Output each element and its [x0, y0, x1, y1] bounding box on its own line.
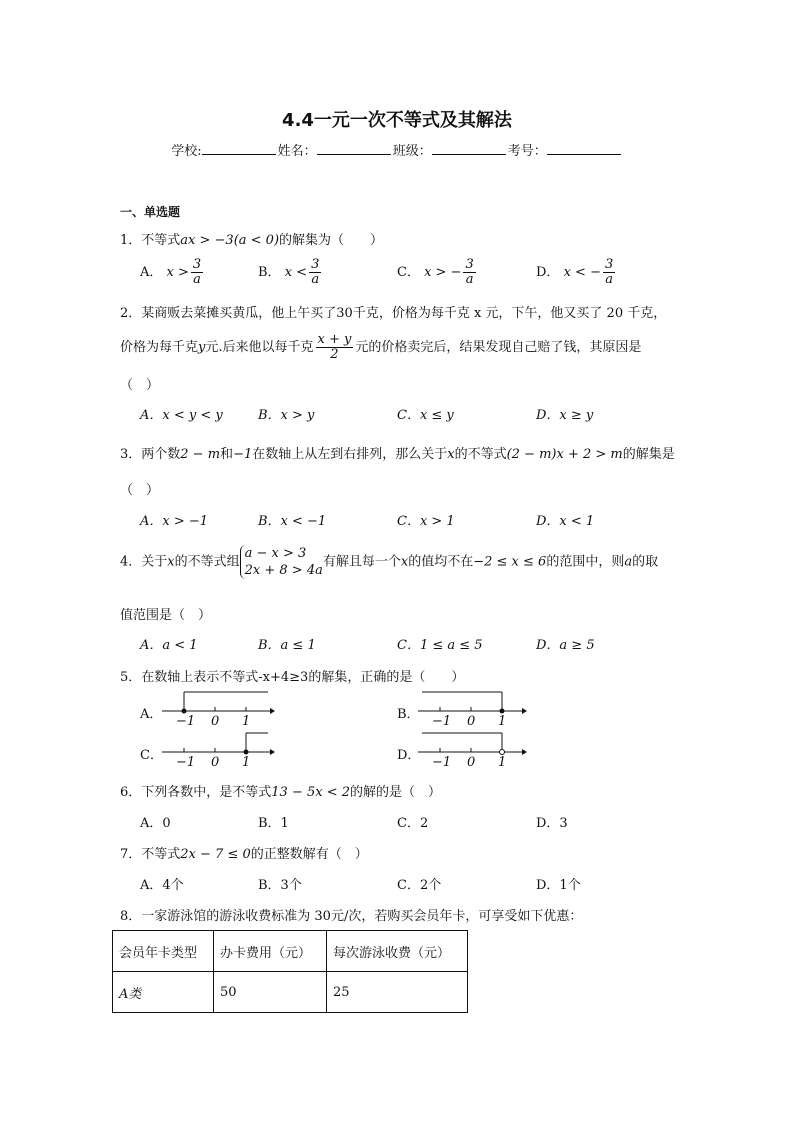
table-header-cell: 每次游泳收费（元）: [327, 931, 468, 972]
question-7: [120, 843, 368, 862]
q2-paren: （ ）: [120, 378, 160, 393]
q3-option-d[interactable]: D．x < 1: [536, 514, 595, 529]
q2-frac-den: 2: [330, 347, 339, 362]
q3-l1a: 3．两个数: [120, 447, 181, 462]
table-header-row: [113, 931, 468, 972]
q5-b-tick-1: 1: [498, 714, 507, 729]
name-blank[interactable]: [317, 142, 391, 155]
q1-option-a[interactable]: [140, 258, 205, 287]
q1-a-den: a: [193, 272, 201, 287]
class-label: 班级：: [392, 144, 432, 159]
q5-a-tick-neg1: −1: [176, 714, 196, 729]
exam-blank[interactable]: [547, 142, 621, 155]
q5-b-tick-neg1: −1: [432, 714, 452, 729]
q7-option-c[interactable]: C．2个: [397, 878, 442, 893]
q5-c-tick-1: 1: [242, 755, 251, 770]
q1-a-num: 3: [192, 257, 202, 272]
q1-option-c[interactable]: [397, 258, 478, 287]
q6-option-b[interactable]: B．1: [258, 816, 289, 831]
q1-c-den: a: [465, 272, 474, 287]
q3-var: x: [447, 447, 455, 462]
q1-b-num: 3: [311, 257, 320, 272]
q4-pre: 4．关于: [120, 554, 168, 570]
q3-l1d: 的不等式: [454, 447, 507, 462]
q5-option-c[interactable]: C．: [140, 748, 163, 763]
q4-var: x: [167, 554, 175, 570]
q5-option-d[interactable]: D．: [397, 748, 421, 763]
q6-option-d[interactable]: D．3: [536, 816, 568, 831]
q4-s2: 2x + 8 > 4a: [244, 563, 323, 578]
q5-a-tick-0: 0: [211, 714, 220, 729]
q7-option-a[interactable]: A．4个: [140, 878, 184, 893]
q6-pre: 6．下列各数中，是不等式: [120, 785, 272, 800]
q7-option-b[interactable]: B．3个: [258, 878, 302, 893]
q1-d-num: 3: [604, 257, 614, 272]
question-2-line-1: 2．某商贩去菜摊买黄瓜，他上午买了30千克，价格为每千克 x 元，下午，他又买了 20 千克，: [120, 306, 667, 321]
class-blank[interactable]: [432, 142, 506, 155]
question-8: 8．一家游泳馆的游泳收费标准为 30元/次，若购买会员年卡，可享受如下优惠：: [120, 909, 583, 924]
table-cell: A类: [113, 972, 214, 1013]
q1-ineq: ax > −3: [180, 233, 234, 248]
q1-c-label: C．: [397, 265, 420, 280]
q1-d-frac: [603, 258, 615, 287]
q1-c-lhs: x > −: [424, 265, 462, 280]
q5-a-tick-1: 1: [242, 714, 251, 729]
q2-frac-num: x + y: [317, 332, 352, 347]
q1-pre: 1．不等式: [120, 233, 181, 248]
q2-l2a: 价格为每千克: [120, 340, 199, 355]
q4-option-a[interactable]: A．a < 1: [140, 638, 198, 653]
membership-table: [112, 930, 468, 1013]
q2-frac: [316, 333, 354, 362]
q1-a-lhs: x >: [166, 265, 189, 280]
table-cell: 50: [214, 972, 327, 1013]
q4-option-c[interactable]: C．1 ≤ a ≤ 5: [397, 638, 483, 653]
q2-option-d[interactable]: D．x ≥ y: [536, 408, 594, 423]
question-4: [120, 545, 658, 579]
name-label: 姓名：: [277, 144, 317, 159]
q6-expr: 13 − 5x < 2: [271, 785, 351, 800]
question-5: 5．在数轴上表示不等式-x+4≥3的解集，正确的是（ ）: [120, 670, 465, 685]
q5-d-tick-neg1: −1: [432, 755, 452, 770]
student-info-line: [0, 140, 794, 159]
q7-post: 的正整数解有（ ）: [250, 847, 368, 862]
q2-option-c[interactable]: C．x ≤ y: [397, 408, 454, 423]
q1-b-frac: [309, 258, 321, 287]
q4-post1: 有解且每一个: [322, 554, 401, 570]
q4-range: −2 ≤ x ≤ 6: [473, 554, 547, 570]
school-label: 学校:: [171, 144, 202, 159]
school-blank[interactable]: [202, 142, 276, 155]
q4-option-d[interactable]: D．a ≥ 5: [536, 638, 595, 653]
q7-pre: 7．不等式: [120, 847, 181, 862]
q1-cond: (a < 0): [233, 233, 280, 248]
question-6: [120, 781, 441, 800]
exam-label: 考号：: [507, 144, 547, 159]
q1-c-frac: [463, 258, 475, 287]
q4-line-2: 值范围是（ ）: [120, 608, 212, 623]
q5-c-tick-neg1: −1: [176, 755, 196, 770]
question-2-line-2: [120, 333, 641, 362]
q4-post2: 的值均不在: [408, 554, 474, 570]
q5-option-b[interactable]: B．: [397, 707, 420, 722]
q2-l2c: 元的价格卖完后，结果发现自己赔了钱，其原因是: [355, 340, 642, 355]
question-3: [120, 443, 675, 462]
table-header-cell: 会员年卡类型: [113, 931, 214, 972]
q4-post3: 的范围中，则: [546, 554, 625, 570]
q2-var-y: y: [198, 340, 206, 355]
q1-b-lhs: x <: [284, 265, 308, 280]
q7-option-d[interactable]: D．1个: [536, 878, 581, 893]
q5-option-a[interactable]: A．: [140, 707, 163, 722]
q3-option-c[interactable]: C．x > 1: [397, 514, 455, 529]
question-1: [120, 229, 383, 248]
q4-post4: 的取: [632, 554, 659, 570]
table-row: [113, 972, 468, 1013]
q3-l1c: 在数轴上从左到右排列，那么关于: [252, 447, 448, 462]
q4-var-2: x: [400, 554, 409, 570]
q5-c-tick-0: 0: [211, 755, 220, 770]
q4-s1: a − x > 3: [244, 546, 307, 561]
q1-c-num: 3: [465, 257, 474, 272]
q4-mid: 的不等式组: [174, 554, 240, 570]
table-cell: 25: [327, 972, 468, 1013]
q5-d-tick-0: 0: [467, 755, 476, 770]
q7-expr: 2x − 7 ≤ 0: [180, 847, 251, 862]
q1-d-label: D．: [536, 265, 560, 280]
q2-option-b[interactable]: B．x > y: [258, 408, 315, 423]
table-header-cell: 办卡费用（元）: [214, 931, 327, 972]
q1-option-b[interactable]: [258, 258, 323, 287]
q1-a-frac: [191, 258, 203, 287]
page-title: 4.4一元一次不等式及其解法: [282, 110, 512, 131]
q1-d-lhs: x < −: [563, 265, 601, 280]
q3-paren: （ ）: [120, 483, 160, 498]
q1-option-d[interactable]: [536, 258, 617, 287]
q6-post: 的解的是（ ）: [350, 785, 442, 800]
q3-option-a[interactable]: A．x > −1: [140, 514, 209, 529]
q3-option-b[interactable]: B．x < −1: [258, 514, 327, 529]
q1-post: 的解集为（ ）: [279, 233, 384, 248]
q1-b-label: B．: [258, 265, 281, 280]
q5-b-tick-0: 0: [467, 714, 476, 729]
q3-l1e: 的解集是: [622, 447, 675, 462]
q4-system: [240, 545, 323, 579]
q2-option-a[interactable]: A．x < y < y: [140, 408, 223, 423]
q3-e2: −1: [233, 447, 253, 462]
q3-l1b: 和: [220, 447, 234, 462]
q5-d-tick-1: 1: [498, 755, 507, 770]
q2-l2b: 元.后来他以每千克: [205, 340, 314, 355]
q1-b-den: a: [311, 272, 320, 287]
q3-e3: (2 − m)x + 2 > m: [506, 447, 623, 462]
section-heading: 一、单选题: [120, 205, 181, 219]
q6-option-c[interactable]: C．2: [397, 816, 429, 831]
q4-option-b[interactable]: B．a ≤ 1: [258, 638, 316, 653]
q1-a-label: A．: [140, 265, 163, 280]
q3-e1: 2 − m: [180, 447, 221, 462]
q1-d-den: a: [605, 272, 613, 287]
q4-var-a: a: [624, 554, 633, 570]
q6-option-a[interactable]: A．0: [140, 816, 171, 831]
